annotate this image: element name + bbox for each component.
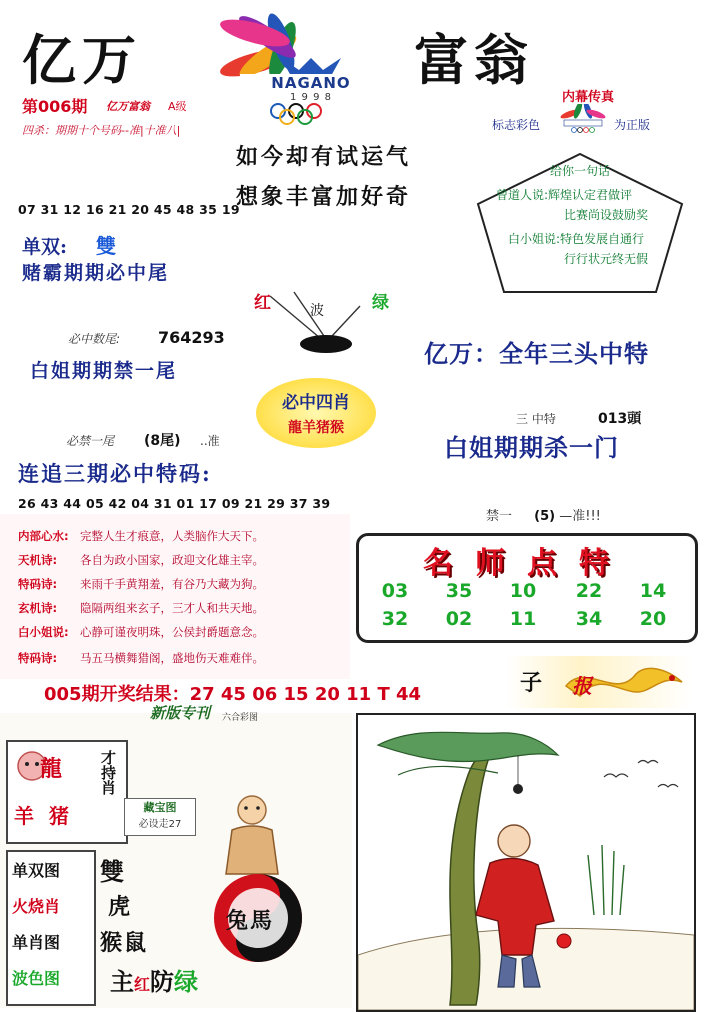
- journal-title: 新版专刊: [150, 704, 211, 722]
- draw-result: 005期开奖结果：27 45 06 15 20 11 T 44: [44, 684, 422, 705]
- master-num: 34: [575, 608, 603, 630]
- grid-label: 波色图: [12, 969, 61, 988]
- master-num: 14: [639, 580, 667, 602]
- stamp-title: 藏宝图: [143, 801, 177, 814]
- motto-line-1: 如今却有试运气: [236, 144, 412, 170]
- poem-key: 玄机诗:: [18, 601, 58, 615]
- single-double-value: 雙: [96, 234, 116, 258]
- main-red: 红: [134, 975, 151, 994]
- poem-value: 隐隔两组来玄子，三才人和共天地。: [80, 601, 264, 615]
- pentagon-text: 比赛尚设鼓励奖: [564, 208, 649, 222]
- vertical-text: 才持肖: [99, 750, 117, 795]
- master-num: 20: [639, 608, 667, 630]
- banner-text-1: 子: [520, 670, 543, 696]
- zodiac-1: 龍: [40, 756, 63, 782]
- cartoon-figure-icon: [196, 786, 286, 876]
- double-label: 雙: [100, 857, 124, 886]
- forbid-one-suffix: ..准: [200, 434, 220, 448]
- zodiac-badge: [256, 378, 376, 448]
- issue-label: 第006期: [22, 97, 88, 116]
- forbid-one-label: 必禁一尾: [66, 434, 115, 448]
- poem-key: 特码诗:: [18, 577, 58, 591]
- monkey-rat-label: 猴鼠: [100, 930, 149, 956]
- grid-label: 火烧肖: [12, 897, 61, 916]
- pentagon-row-1: [496, 186, 632, 203]
- master-num: 10: [509, 580, 537, 602]
- main-green: 绿: [174, 968, 199, 996]
- bottom-right-illustration: [356, 713, 696, 1012]
- poem-key: 白小姐说:: [18, 625, 69, 639]
- poem-row: [18, 528, 264, 552]
- poem-value: 各自为政小国家，政迎文化雄主宰。: [80, 553, 264, 567]
- zodiac-2: 羊 猪: [14, 804, 73, 828]
- fax-right: 为正版: [614, 118, 651, 132]
- poem-panel: [0, 514, 350, 679]
- numbers-top: 07 31 12 16 21 20 45 48 35 19: [18, 202, 240, 217]
- logo-year: 1 9 9 8: [290, 92, 332, 103]
- forbid-right-suffix: —准!!!: [559, 509, 601, 524]
- main-mid: 防: [150, 968, 175, 996]
- pentagon-who: 曾道人说:: [496, 188, 549, 202]
- fax-logo: [556, 104, 610, 134]
- master-num: 35: [445, 580, 473, 602]
- fax-title: 内幕传真: [562, 90, 615, 105]
- master-num: 11: [509, 608, 537, 630]
- poem-value: 马五马横舞猎阁，盛地伤天难难伴。: [80, 651, 264, 665]
- zodiac-box: [6, 740, 128, 844]
- master-num: 32: [381, 608, 409, 630]
- poem-row: [18, 552, 264, 576]
- kill-door-line: 白姐期期杀一门: [444, 434, 619, 462]
- poem-row: [18, 624, 264, 648]
- olympic-rings-icon: [264, 102, 360, 126]
- wave-green: 绿: [372, 293, 389, 313]
- must-tail-value: 764293: [158, 328, 225, 347]
- forbid-tail-line: 白姐期期禁一尾: [30, 360, 178, 382]
- poem-row: [18, 650, 264, 674]
- poem-value: 完整人生才痕意，人类脑作大天下。: [80, 529, 264, 543]
- mini-flower-logo-icon: [556, 104, 610, 134]
- master-num: 03: [381, 580, 409, 602]
- nagano-logo: [206, 6, 416, 126]
- master-num: 22: [575, 580, 603, 602]
- stamp-box: [124, 798, 196, 836]
- chase-title: 连追三期必中特码:: [18, 461, 212, 486]
- poem-row: [18, 600, 264, 624]
- poem-key: 天机诗:: [18, 553, 58, 567]
- issue-tip: 四杀：期期十个号码--准|十准八|: [22, 124, 181, 137]
- badge-line-2: 龍羊猪猴: [288, 420, 344, 436]
- tail-line: 赌霸期期必中尾: [22, 262, 170, 284]
- wave-graphic: [240, 282, 410, 362]
- motto-line-2: 想象丰富加好奇: [236, 184, 412, 210]
- three-head-value: 013頭: [598, 411, 642, 427]
- master-pick-box: [356, 533, 698, 643]
- badge-line-1: 必中四肖: [282, 393, 350, 413]
- three-head-label: 三 中特: [516, 412, 556, 426]
- pentagon-text: 特色发展自通行: [560, 232, 645, 246]
- forbid-right: [486, 505, 601, 524]
- tiger-label: 虎: [108, 894, 131, 920]
- pentagon-box: [476, 152, 684, 294]
- title-left: 亿万: [22, 28, 142, 92]
- rabbit-horse-label: 兔馬: [226, 908, 275, 934]
- numbers-chase: 26 43 44 05 42 04 31 01 17 09 21 29 37 39: [18, 496, 331, 511]
- pentagon-row-3: [508, 230, 644, 247]
- wave-mid: 波: [310, 303, 324, 319]
- dragon-banner: [506, 656, 692, 708]
- logo-text: NAGANO: [271, 74, 351, 92]
- stamp-sub: 必设走27: [138, 819, 182, 830]
- chart-grid-box: [6, 850, 96, 1006]
- main-color-line: [110, 962, 198, 997]
- pentagon-row-2: [564, 206, 648, 223]
- wave-red: 红: [254, 293, 271, 313]
- master-num: 02: [445, 608, 473, 630]
- year-line: 亿万：全年三头中特: [424, 340, 649, 368]
- pentagon-row-4: [564, 250, 648, 267]
- issue-brand: 亿万富翁: [106, 100, 150, 113]
- master-title: 名师点特: [423, 546, 631, 581]
- poem-key: 特码诗:: [18, 651, 58, 665]
- journal-sub: 六合彩图: [222, 713, 259, 723]
- pentagon-heading: 给你一句话: [549, 164, 610, 178]
- fax-left: 标志彩色: [492, 118, 541, 132]
- poem-row: [18, 576, 264, 600]
- poem-key: 内部心水:: [18, 529, 69, 543]
- pentagon-text: 行行状元终无假: [564, 252, 649, 266]
- main-prefix: 主: [110, 968, 134, 996]
- forbid-right-value: (5): [534, 509, 556, 524]
- single-double-label: 单双:: [22, 236, 68, 258]
- must-tail-label: 必中数尾:: [68, 332, 121, 346]
- pentagon-text: 辉煌认定君做评: [548, 188, 633, 202]
- banner-text-2: 报: [572, 674, 592, 698]
- grid-label: 单双图: [12, 861, 61, 880]
- grid-label: 单肖图: [12, 933, 61, 952]
- poem-value: 来雨千手黄翔羞，有谷乃大藏为狗。: [80, 577, 264, 591]
- forbid-one-value: (8尾): [144, 433, 181, 449]
- issue-grade: A级: [168, 100, 187, 113]
- title-right: 富翁: [414, 28, 534, 92]
- poem-value: 心静可谨夜明珠，公侯封爵题意念。: [80, 625, 264, 639]
- forbid-right-label: 禁一: [486, 509, 513, 524]
- pentagon-who: 白小姐说:: [508, 232, 561, 246]
- boy-and-tree-illustration-icon: [358, 715, 694, 1010]
